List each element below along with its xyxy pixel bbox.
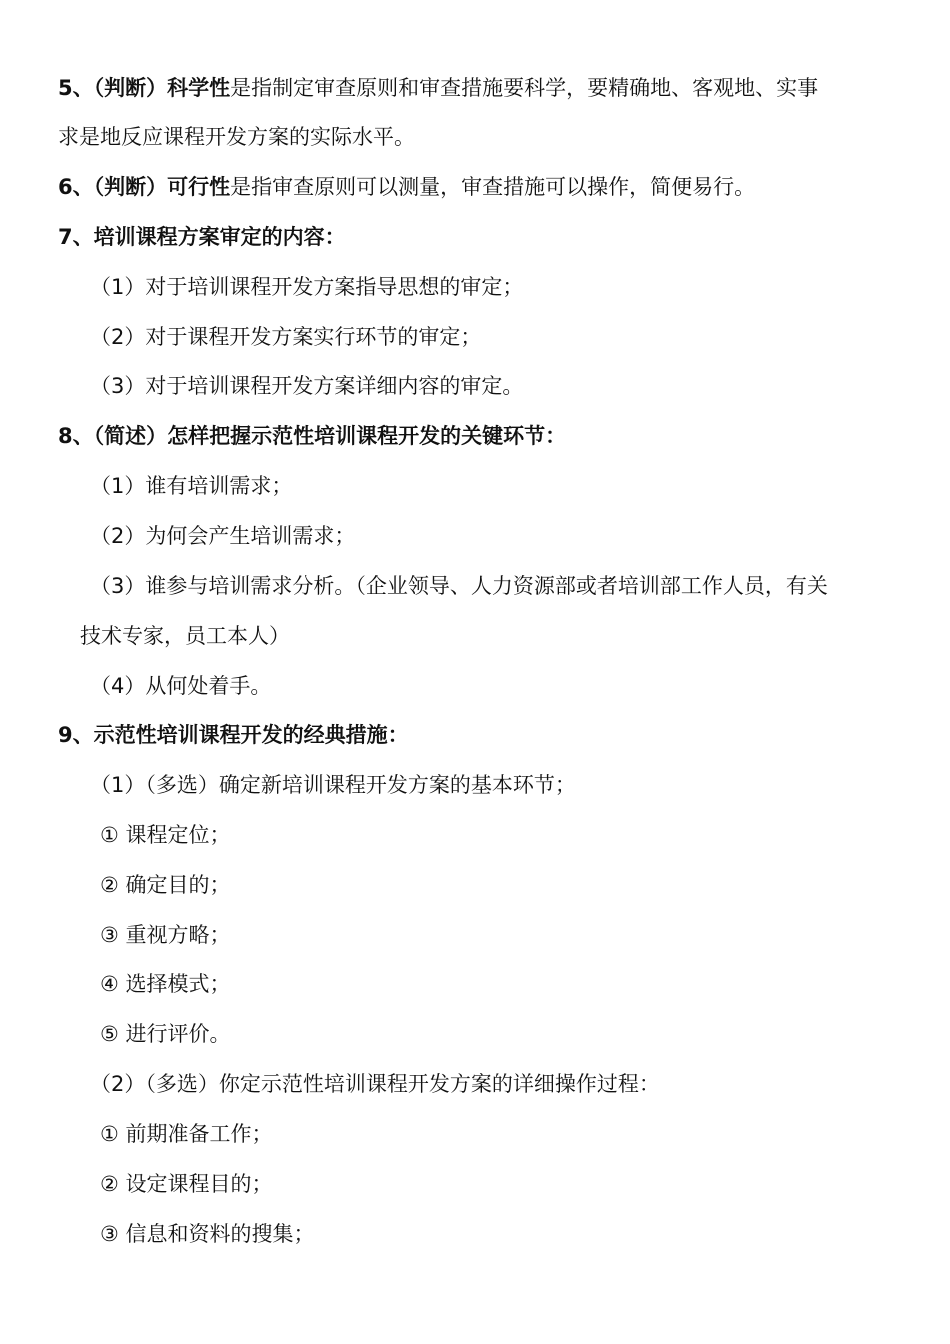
item5-line2: 求是地反应课程开发方案的实际水平。 bbox=[58, 125, 415, 149]
item9-sub1-point-1: ① 课程定位； bbox=[100, 823, 231, 847]
item9-sub1-point-2: ② 确定目的； bbox=[100, 873, 231, 897]
item6-lead: 6、（判断）可行性 bbox=[58, 175, 231, 199]
item5-text: 是指制定审查原则和审查措施要科学，要精确地、客观地、实事 bbox=[230, 76, 819, 100]
item9-sub2-point-3: ③ 信息和资料的搜集； bbox=[100, 1222, 315, 1246]
item8-point-1: （1）谁有培训需求； bbox=[90, 474, 293, 498]
item9-sub2-point-2: ② 设定课程目的； bbox=[100, 1172, 273, 1196]
item8-point-3-cont: 技术专家，员工本人） bbox=[80, 624, 290, 648]
item7-heading: 7、培训课程方案审定的内容： bbox=[58, 225, 346, 249]
item8-heading: 8、（简述）怎样把握示范性培训课程开发的关键环节： bbox=[58, 424, 567, 448]
item6-text: 是指审查原则可以测量，审查措施可以操作，简便易行。 bbox=[230, 175, 756, 199]
item7-point-1: （1）对于培训课程开发方案指导思想的审定； bbox=[90, 275, 524, 299]
item8-point-3: （3）谁参与培训需求分析。（企业领导、人力资源部或者培训部工作人员，有关 bbox=[90, 574, 828, 598]
item6-line bbox=[58, 172, 755, 202]
item7-point-2: （2）对于课程开发方案实行环节的审定； bbox=[90, 325, 482, 349]
item5-line1 bbox=[58, 73, 818, 103]
item9-heading: 9、示范性培训课程开发的经典措施： bbox=[58, 723, 409, 747]
item9-sub2-point-1: ① 前期准备工作； bbox=[100, 1122, 273, 1146]
item9-sub2-title: （2）（多选）你定示范性培训课程开发方案的详细操作过程： bbox=[90, 1072, 660, 1096]
item8-point-2: （2）为何会产生培训需求； bbox=[90, 524, 356, 548]
item5-lead: 5、（判断）科学性 bbox=[58, 76, 231, 100]
item7-point-3: （3）对于培训课程开发方案详细内容的审定。 bbox=[90, 374, 524, 398]
item9-sub1-point-3: ③ 重视方略； bbox=[100, 923, 231, 947]
item9-sub1-title: （1）（多选）确定新培训课程开发方案的基本环节； bbox=[90, 773, 576, 797]
item9-sub1-point-4: ④ 选择模式； bbox=[100, 972, 231, 996]
item8-point-4: （4）从何处着手。 bbox=[90, 674, 272, 698]
item9-sub1-point-5: ⑤ 进行评价。 bbox=[100, 1022, 231, 1046]
